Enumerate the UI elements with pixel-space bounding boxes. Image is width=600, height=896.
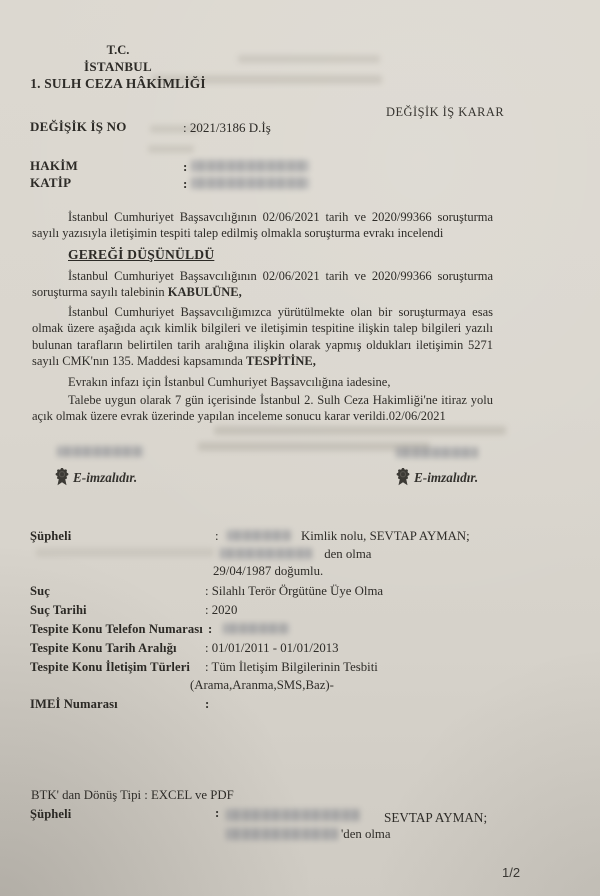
redacted-id-number [227,530,291,541]
suspect-2-name: SEVTAP AYMAN; [384,810,488,825]
suspect-line-3: 29/04/1987 doğumlu. [213,564,324,578]
clerk-colon: : [183,176,188,191]
paragraph-decision-4 [32,392,493,425]
judge-colon: : [183,159,188,174]
paragraph-line: Talebe uygun olarak 7 gün içerisinde İstanbul 2. Sulh Ceza Hakimliği'ne itiraz yolu [68,393,493,407]
phone-number-value [208,622,289,637]
suspect-line-1 [215,529,470,544]
communication-types-line-2: (Arama,Aranma,SMS,Baz)- [190,678,334,692]
redacted-suspect-2-parents [226,828,338,840]
communication-types-value: : Tüm İletişim Bilgilerinin Tesbiti [205,660,378,674]
imei-colon: : [205,697,210,711]
paragraph-line: bulunan tarafların belirtilen tarih aralığına ilişkin olarak yapmış oldukları iletişimin 5271 [32,337,493,352]
bleed-through-text [214,426,506,435]
republic-label: T.C. [106,43,130,57]
paragraph-line: İstanbul Cumhuriyet Başsavcılığımızca yürütülmekte olan bir soruşturmaya esas [68,305,493,319]
phone-number-label: Tespite Konu Telefon Numarası [30,622,203,636]
e-signature-label: E-imzalıdır. [73,470,138,485]
e-signature-seal-icon [396,468,410,490]
bleed-through-text [36,548,214,557]
paragraph-line [32,284,493,300]
paragraph-decision-1 [32,268,493,301]
city-label: İSTANBUL [84,58,152,74]
paragraph-line [32,353,493,369]
suspect-identity-text: Kimlik nolu, SEVTAP AYMAN; [300,529,470,543]
phone-number-colon: : [208,622,213,636]
imei-label: IMEİ Numarası [30,697,118,711]
btk-return-type-line: BTK' dan Dönüş Tipi : EXCEL ve PDF [31,788,234,802]
emphasis-kabulune: KABULÜNE, [167,285,242,300]
paragraph-text: sayılı CMK'nın 135. Maddesi kapsamında [32,354,247,369]
paragraph-line: sayılı yazısıyla iletişimin tespiti talep edilmiş olmakla soruşturma evrakı incelendi [32,226,444,241]
case-number-value: : 2021/3186 D.İş [183,120,271,135]
suspect-label: Şüpheli [30,529,72,543]
emphasis-tespitine: TESPİTİNE, [246,354,316,369]
redacted-signer-name-left [57,446,143,457]
suspect-2-line-2: 'den olma [341,827,391,841]
paragraph-line: olmak üzere aşağıda açık kimlik bilgileri ve iletişimin tespitine ilişkin talep bilgileri yazılı [32,321,493,336]
paragraph-intro [32,209,493,242]
date-range-value: : 01/01/2011 - 01/01/2013 [205,641,339,655]
court-header [12,42,224,92]
bleed-through-text [148,145,194,153]
redacted-judge-name [191,160,309,172]
paragraph-text: soruşturma sayılı talebinin [32,285,168,300]
communication-types-label: Tespite Konu İletişim Türleri [30,660,190,674]
suspect-2-label: Şüpheli [30,807,72,821]
redacted-suspect-2-id [226,809,360,821]
redacted-clerk-name [191,177,309,189]
paragraph-line: İstanbul Cumhuriyet Başsavcılığının 02/06/2021 tarih ve 2020/99366 soruşturma [68,269,493,283]
paragraph-decision-2 [32,304,493,370]
decision-type-label: DEĞİŞİK İŞ KARAR [386,105,505,119]
page-number: 1/2 [502,865,521,880]
e-signature-label: E-imzalıdır. [414,470,479,485]
case-number-label: DEĞİŞİK İŞ NO [30,119,127,134]
court-name: 1. SULH CEZA HÂKİMLİĞİ [30,75,206,91]
paragraph-line: açık olmak üzere evrak üzerinde yapılan inceleme sonucu karar verildi.02/06/2021 [32,409,446,424]
suspect-line-2 [220,547,371,562]
judge-label: HAKİM [30,158,78,173]
bleed-through-text [238,55,380,63]
suspect-2-colon: : [215,806,220,820]
crime-label: Suç [30,584,50,598]
crime-date-value: : 2020 [205,603,238,617]
paragraph-decision-3 [32,374,493,390]
suspect-parent-text: den olma [324,547,372,561]
paragraph-line: Evrakın infazı için İstanbul Cumhuriyet Başsavcılığına iadesine, [68,375,391,389]
crime-value: : Silahlı Terör Örgütüne Üye Olma [205,584,384,598]
date-range-label: Tespite Konu Tarih Aralığı [30,641,177,655]
redacted-signer-name-right [396,447,478,458]
redacted-parent-names [220,548,312,559]
e-signature-left [55,468,137,490]
suspect-colon: : [215,529,219,543]
paragraph-line: İstanbul Cumhuriyet Başsavcılığının 02/06/2021 tarih ve 2020/99366 soruşturma [68,210,493,224]
e-signature-right [396,468,478,490]
e-signature-seal-icon [55,468,69,490]
redacted-phone-number [223,623,289,634]
clerk-label: KATİP [30,175,72,190]
crime-date-label: Suç Tarihi [30,603,87,617]
section-heading: GEREĞİ DÜŞÜNÜLDÜ [68,247,215,262]
